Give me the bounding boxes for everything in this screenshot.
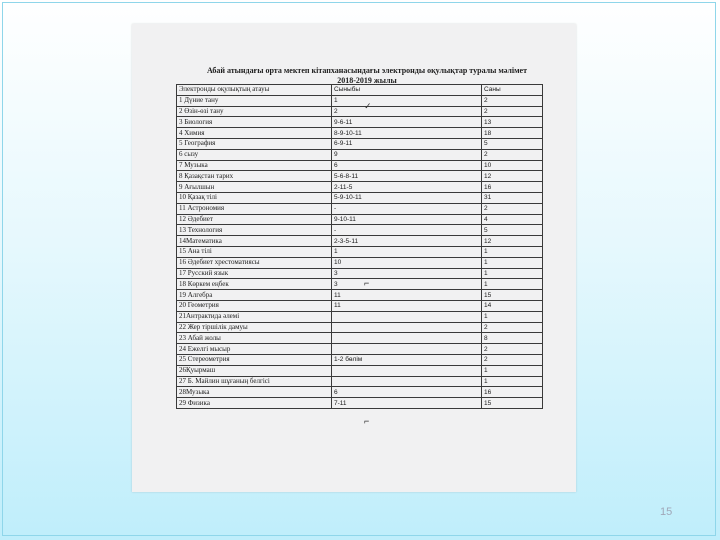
cell-count: 16 (482, 387, 543, 398)
cell-grade: - (332, 203, 482, 214)
cell-count: 2 (482, 344, 543, 355)
header-name: Электронды оқулықтың атауы (177, 85, 332, 96)
cell-count: 1 (482, 376, 543, 387)
cell-name: 2 Өзін-өзі тану (177, 106, 332, 117)
cell-name: 15 Ана тілі (177, 246, 332, 257)
cell-name: 14Математика (177, 236, 332, 247)
cell-count: 1 (482, 257, 543, 268)
cell-count: 2 (482, 322, 543, 333)
cell-count: 8 (482, 333, 543, 344)
cell-name: 29 Физика (177, 398, 332, 409)
cell-count: 1 (482, 365, 543, 376)
table-row (177, 128, 543, 139)
table-row (177, 236, 543, 247)
table-body (177, 95, 543, 408)
cell-name: 23 Абай жолы (177, 333, 332, 344)
cell-grade: 8-9-10-11 (332, 128, 482, 139)
document-title-line-1: Абай атындағы орта мектеп кітапханасындағы электронды оқулықтар туралы мәлімет (206, 66, 528, 75)
document-title (172, 66, 562, 86)
cell-count: 14 (482, 300, 543, 311)
cell-grade: 9-10-11 (332, 214, 482, 225)
document-title-line-2: 2018-2019 жылы (337, 76, 397, 85)
table-row (177, 95, 543, 106)
cell-grade: 10 (332, 257, 482, 268)
cell-name: 10 Қазақ тілі (177, 192, 332, 203)
cell-grade (332, 344, 482, 355)
cell-name: 21Антрактида әлемі (177, 311, 332, 322)
cell-name: 25 Стереометрия (177, 354, 332, 365)
cell-grade: 5-6-8-11 (332, 171, 482, 182)
cell-grade (332, 333, 482, 344)
cell-name: 16 Әдебиет хрестоматиясы (177, 257, 332, 268)
cell-name: 27 Б. Майлин шұғаның белгісі (177, 376, 332, 387)
cell-count: 31 (482, 192, 543, 203)
cell-count: 1 (482, 268, 543, 279)
cell-name: 5 География (177, 138, 332, 149)
table-row (177, 192, 543, 203)
cell-name: 7 Музыка (177, 160, 332, 171)
table-row (177, 376, 543, 387)
cell-name: 6 сызу (177, 149, 332, 160)
cell-count: 2 (482, 149, 543, 160)
cell-name: 28Музыка (177, 387, 332, 398)
cell-name: 13 Технология (177, 225, 332, 236)
cell-grade: 11 (332, 290, 482, 301)
cell-grade: 6 (332, 160, 482, 171)
cell-count: 1 (482, 246, 543, 257)
cell-grade: 11 (332, 300, 482, 311)
cell-count: 2 (482, 203, 543, 214)
table-header-row (177, 85, 543, 96)
cell-grade (332, 365, 482, 376)
header-grade: Сыныбы (332, 85, 482, 96)
table-row (177, 354, 543, 365)
pen-mark: ✓ (364, 101, 372, 111)
cell-grade: 2-3-5-11 (332, 236, 482, 247)
table-row (177, 365, 543, 376)
table-row (177, 138, 543, 149)
table-row (177, 257, 543, 268)
cell-name: 12 Әдебиет (177, 214, 332, 225)
table-row (177, 214, 543, 225)
cell-name: 1 Дүние тану (177, 95, 332, 106)
cell-count: 15 (482, 398, 543, 409)
table-row (177, 290, 543, 301)
cell-count: 5 (482, 138, 543, 149)
cell-grade: 3 (332, 268, 482, 279)
cell-name: 19 Алгебра (177, 290, 332, 301)
cell-count: 12 (482, 236, 543, 247)
cell-name: 26Қуырмаш (177, 365, 332, 376)
table-row (177, 398, 543, 409)
cell-grade: - (332, 225, 482, 236)
cell-count: 18 (482, 128, 543, 139)
table-row (177, 268, 543, 279)
cell-grade: 9 (332, 149, 482, 160)
page-number: 15 (660, 506, 673, 518)
cell-grade: 9-6-11 (332, 117, 482, 128)
cell-grade: 1 (332, 95, 482, 106)
table-row (177, 117, 543, 128)
cell-name: 22 Жер тіршілік дамуы (177, 322, 332, 333)
table-row (177, 246, 543, 257)
cell-grade: 1 (332, 246, 482, 257)
cell-count: 16 (482, 182, 543, 193)
cell-count: 1 (482, 279, 543, 290)
table-row (177, 225, 543, 236)
cell-name: 17 Русский язык (177, 268, 332, 279)
cell-count: 2 (482, 106, 543, 117)
cell-name: 20 Геометрия (177, 300, 332, 311)
table-row (177, 106, 543, 117)
cell-grade: 3 (332, 279, 482, 290)
cell-count: 2 (482, 354, 543, 365)
cell-count: 2 (482, 95, 543, 106)
cell-count: 1 (482, 311, 543, 322)
table-row (177, 322, 543, 333)
cell-name: 18 Көркем еңбек (177, 279, 332, 290)
cell-grade: 2 (332, 106, 482, 117)
cell-grade: 7-11 (332, 398, 482, 409)
cell-count: 15 (482, 290, 543, 301)
cell-name: 9 Ағылшын (177, 182, 332, 193)
cell-name: 8 Қазақстан тарих (177, 171, 332, 182)
cell-grade (332, 376, 482, 387)
table-row (177, 311, 543, 322)
textbook-table (176, 84, 543, 409)
cell-grade: 6 (332, 387, 482, 398)
table-row (177, 182, 543, 193)
cell-grade: 5-9-10-11 (332, 192, 482, 203)
cell-grade: 2-11-5 (332, 182, 482, 193)
table-row (177, 279, 543, 290)
table-row (177, 387, 543, 398)
cell-grade: 6-9-11 (332, 138, 482, 149)
pen-mark: ⌐ (364, 278, 370, 288)
cell-name: 11 Астрономия (177, 203, 332, 214)
cell-count: 13 (482, 117, 543, 128)
table-row (177, 344, 543, 355)
table-row (177, 160, 543, 171)
cell-name: 24 Ежелгі мысыр (177, 344, 332, 355)
cell-name: 3 Биология (177, 117, 332, 128)
cell-grade: 1-2 бөлім (332, 354, 482, 365)
table-row (177, 171, 543, 182)
cell-count: 10 (482, 160, 543, 171)
table-row (177, 149, 543, 160)
header-count: Саны (482, 85, 543, 96)
cell-count: 5 (482, 225, 543, 236)
scanned-document (132, 24, 576, 492)
cell-count: 4 (482, 214, 543, 225)
cell-grade (332, 311, 482, 322)
table-row (177, 203, 543, 214)
pen-mark: ⌐ (364, 416, 370, 426)
table-row (177, 300, 543, 311)
cell-count: 12 (482, 171, 543, 182)
cell-grade (332, 322, 482, 333)
cell-name: 4 Химия (177, 128, 332, 139)
table-row (177, 333, 543, 344)
